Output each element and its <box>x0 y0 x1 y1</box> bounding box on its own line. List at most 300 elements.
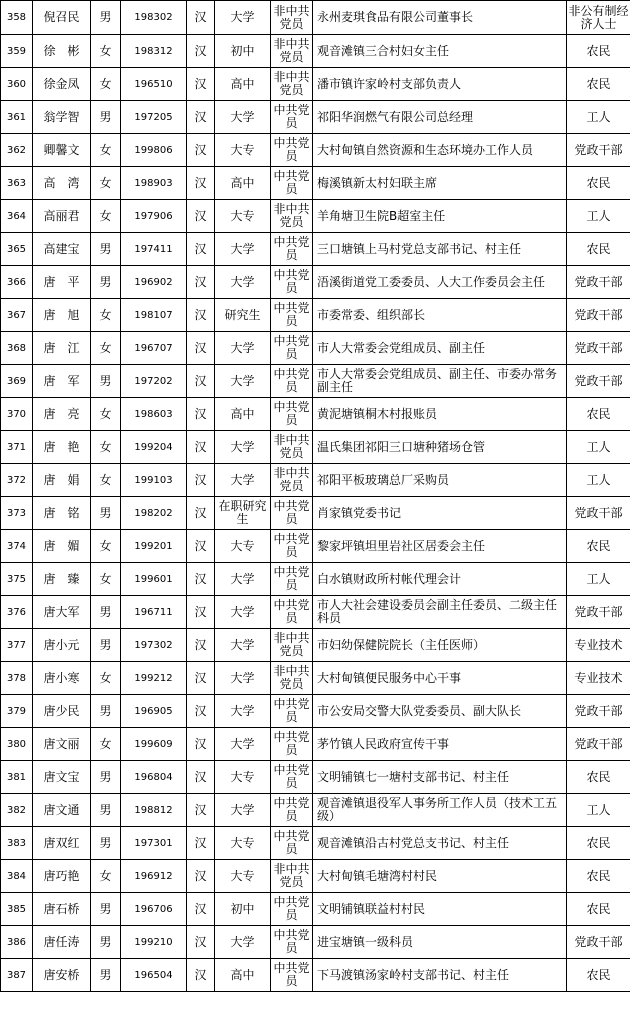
table-row <box>1 101 630 134</box>
gender-cell: 男 <box>91 794 121 827</box>
gender-cell: 男 <box>91 827 121 860</box>
ethnicity-cell: 汉 <box>187 464 215 497</box>
position-cell: 肖家镇党委书记 <box>313 497 567 530</box>
position-cell: 文明铺镇七一塘村支部书记、村主任 <box>313 761 567 794</box>
birth-date-cell: 199103 <box>121 464 187 497</box>
birth-date-cell: 196902 <box>121 266 187 299</box>
table-row <box>1 464 630 497</box>
name-cell: 唐文宝 <box>33 761 91 794</box>
party-affiliation-cell: 中共党员 <box>271 728 313 761</box>
birth-date-cell: 199201 <box>121 530 187 563</box>
ethnicity-cell: 汉 <box>187 926 215 959</box>
name-cell: 倪召民 <box>33 1 91 35</box>
party-affiliation-cell: 中共党员 <box>271 101 313 134</box>
table-row <box>1 596 630 629</box>
row-number: 367 <box>1 299 33 332</box>
name-cell: 卿馨文 <box>33 134 91 167</box>
education-cell: 大学 <box>215 926 271 959</box>
gender-cell: 女 <box>91 398 121 431</box>
name-cell: 唐双红 <box>33 827 91 860</box>
ethnicity-cell: 汉 <box>187 299 215 332</box>
category-cell: 工人 <box>567 563 630 596</box>
party-affiliation-cell: 中共党员 <box>271 497 313 530</box>
row-number: 361 <box>1 101 33 134</box>
table-row <box>1 662 630 695</box>
ethnicity-cell: 汉 <box>187 365 215 398</box>
gender-cell: 女 <box>91 35 121 68</box>
position-cell: 黄泥塘镇桐木村报账员 <box>313 398 567 431</box>
position-cell: 祁阳平板玻璃总厂采购员 <box>313 464 567 497</box>
education-cell: 大学 <box>215 662 271 695</box>
gender-cell: 女 <box>91 662 121 695</box>
party-affiliation-cell: 中共党员 <box>271 332 313 365</box>
position-cell: 市委常委、组织部长 <box>313 299 567 332</box>
birth-date-cell: 197906 <box>121 200 187 233</box>
birth-date-cell: 199806 <box>121 134 187 167</box>
gender-cell: 女 <box>91 332 121 365</box>
position-cell: 浯溪街道党工委委员、人大工作委员会主任 <box>313 266 567 299</box>
education-cell: 大专 <box>215 827 271 860</box>
ethnicity-cell: 汉 <box>187 662 215 695</box>
position-cell: 观音滩镇三合村妇女主任 <box>313 35 567 68</box>
table-row <box>1 827 630 860</box>
category-cell: 农民 <box>567 893 630 926</box>
party-affiliation-cell: 非中共党员 <box>271 1 313 35</box>
position-cell: 下马渡镇汤家岭村支部书记、村主任 <box>313 959 567 992</box>
row-number: 376 <box>1 596 33 629</box>
table-row <box>1 893 630 926</box>
education-cell: 大学 <box>215 431 271 464</box>
ethnicity-cell: 汉 <box>187 35 215 68</box>
ethnicity-cell: 汉 <box>187 860 215 893</box>
education-cell: 大学 <box>215 233 271 266</box>
row-number: 373 <box>1 497 33 530</box>
position-cell: 市公安局交警大队党委委员、副大队长 <box>313 695 567 728</box>
education-cell: 在职研究生 <box>215 497 271 530</box>
category-cell: 党政干部 <box>567 332 630 365</box>
party-affiliation-cell: 中共党员 <box>271 530 313 563</box>
education-cell: 初中 <box>215 35 271 68</box>
category-cell: 工人 <box>567 101 630 134</box>
gender-cell: 男 <box>91 926 121 959</box>
table-row <box>1 530 630 563</box>
name-cell: 唐 军 <box>33 365 91 398</box>
row-number: 379 <box>1 695 33 728</box>
table-row <box>1 134 630 167</box>
table-row <box>1 563 630 596</box>
party-affiliation-cell: 中共党员 <box>271 167 313 200</box>
party-affiliation-cell: 中共党员 <box>271 596 313 629</box>
name-cell: 唐 铭 <box>33 497 91 530</box>
row-number: 374 <box>1 530 33 563</box>
row-number: 371 <box>1 431 33 464</box>
table-row <box>1 68 630 101</box>
birth-date-cell: 196706 <box>121 893 187 926</box>
party-affiliation-cell: 非中共党员 <box>271 464 313 497</box>
category-cell: 农民 <box>567 827 630 860</box>
name-cell: 唐 旭 <box>33 299 91 332</box>
row-number: 364 <box>1 200 33 233</box>
position-cell: 大村甸镇毛塘湾村村民 <box>313 860 567 893</box>
category-cell: 农民 <box>567 761 630 794</box>
ethnicity-cell: 汉 <box>187 629 215 662</box>
gender-cell: 女 <box>91 134 121 167</box>
category-cell: 工人 <box>567 794 630 827</box>
gender-cell: 男 <box>91 629 121 662</box>
education-cell: 大专 <box>215 200 271 233</box>
category-cell: 党政干部 <box>567 728 630 761</box>
gender-cell: 女 <box>91 464 121 497</box>
party-affiliation-cell: 中共党员 <box>271 398 313 431</box>
position-cell: 永州麦琪食品有限公司董事长 <box>313 1 567 35</box>
roster-body <box>1 1 630 992</box>
education-cell: 大专 <box>215 134 271 167</box>
position-cell: 黎家坪镇坦里岩社区居委会主任 <box>313 530 567 563</box>
education-cell: 大学 <box>215 464 271 497</box>
party-affiliation-cell: 中共党员 <box>271 365 313 398</box>
birth-date-cell: 198107 <box>121 299 187 332</box>
ethnicity-cell: 汉 <box>187 101 215 134</box>
row-number: 385 <box>1 893 33 926</box>
birth-date-cell: 197302 <box>121 629 187 662</box>
ethnicity-cell: 汉 <box>187 233 215 266</box>
party-affiliation-cell: 非中共党员 <box>271 35 313 68</box>
gender-cell: 男 <box>91 266 121 299</box>
row-number: 386 <box>1 926 33 959</box>
position-cell: 文明铺镇联益村村民 <box>313 893 567 926</box>
table-row <box>1 299 630 332</box>
party-affiliation-cell: 中共党员 <box>271 134 313 167</box>
category-cell: 党政干部 <box>567 266 630 299</box>
birth-date-cell: 198603 <box>121 398 187 431</box>
table-row <box>1 728 630 761</box>
party-affiliation-cell: 非中共党员 <box>271 68 313 101</box>
ethnicity-cell: 汉 <box>187 959 215 992</box>
name-cell: 唐石桥 <box>33 893 91 926</box>
name-cell: 唐 江 <box>33 332 91 365</box>
birth-date-cell: 198812 <box>121 794 187 827</box>
birth-date-cell: 196804 <box>121 761 187 794</box>
position-cell: 市人大常委会党组成员、副主任、市委办常务副主任 <box>313 365 567 398</box>
table-row <box>1 629 630 662</box>
education-cell: 大专 <box>215 761 271 794</box>
gender-cell: 男 <box>91 761 121 794</box>
row-number: 358 <box>1 1 33 35</box>
birth-date-cell: 197205 <box>121 101 187 134</box>
birth-date-cell: 199609 <box>121 728 187 761</box>
education-cell: 大学 <box>215 728 271 761</box>
category-cell: 党政干部 <box>567 596 630 629</box>
birth-date-cell: 196711 <box>121 596 187 629</box>
gender-cell: 女 <box>91 860 121 893</box>
row-number: 372 <box>1 464 33 497</box>
ethnicity-cell: 汉 <box>187 827 215 860</box>
gender-cell: 女 <box>91 431 121 464</box>
table-row <box>1 431 630 464</box>
category-cell: 农民 <box>567 35 630 68</box>
position-cell: 三口塘镇上马村党总支部书记、村主任 <box>313 233 567 266</box>
category-cell: 工人 <box>567 464 630 497</box>
party-affiliation-cell: 中共党员 <box>271 233 313 266</box>
category-cell: 党政干部 <box>567 299 630 332</box>
gender-cell: 男 <box>91 596 121 629</box>
gender-cell: 女 <box>91 200 121 233</box>
gender-cell: 女 <box>91 167 121 200</box>
category-cell: 农民 <box>567 233 630 266</box>
table-row <box>1 959 630 992</box>
party-affiliation-cell: 非中共党员 <box>271 431 313 464</box>
row-number: 378 <box>1 662 33 695</box>
party-affiliation-cell: 中共党员 <box>271 266 313 299</box>
row-number: 375 <box>1 563 33 596</box>
table-row <box>1 35 630 68</box>
category-cell: 工人 <box>567 200 630 233</box>
ethnicity-cell: 汉 <box>187 596 215 629</box>
party-affiliation-cell: 非中共党员 <box>271 860 313 893</box>
category-cell: 非公有制经济人士 <box>567 1 630 35</box>
row-number: 377 <box>1 629 33 662</box>
position-cell: 市人大常委会党组成员、副主任 <box>313 332 567 365</box>
gender-cell: 女 <box>91 299 121 332</box>
gender-cell: 女 <box>91 563 121 596</box>
table-row <box>1 695 630 728</box>
position-cell: 大村甸镇自然资源和生态环境办工作人员 <box>313 134 567 167</box>
ethnicity-cell: 汉 <box>187 200 215 233</box>
category-cell: 农民 <box>567 68 630 101</box>
ethnicity-cell: 汉 <box>187 332 215 365</box>
education-cell: 初中 <box>215 893 271 926</box>
table-row <box>1 926 630 959</box>
party-affiliation-cell: 非中共党员 <box>271 629 313 662</box>
name-cell: 翁学智 <box>33 101 91 134</box>
category-cell: 农民 <box>567 167 630 200</box>
category-cell: 农民 <box>567 860 630 893</box>
table-row <box>1 794 630 827</box>
gender-cell: 男 <box>91 497 121 530</box>
name-cell: 唐 艳 <box>33 431 91 464</box>
gender-cell: 男 <box>91 893 121 926</box>
name-cell: 唐小元 <box>33 629 91 662</box>
row-number: 381 <box>1 761 33 794</box>
position-cell: 羊角塘卫生院B超室主任 <box>313 200 567 233</box>
party-affiliation-cell: 非中共党员 <box>271 662 313 695</box>
name-cell: 唐安桥 <box>33 959 91 992</box>
ethnicity-cell: 汉 <box>187 563 215 596</box>
education-cell: 大学 <box>215 1 271 35</box>
birth-date-cell: 199601 <box>121 563 187 596</box>
name-cell: 高丽君 <box>33 200 91 233</box>
category-cell: 农民 <box>567 398 630 431</box>
row-number: 362 <box>1 134 33 167</box>
ethnicity-cell: 汉 <box>187 761 215 794</box>
name-cell: 唐巧艳 <box>33 860 91 893</box>
education-cell: 大学 <box>215 332 271 365</box>
birth-date-cell: 199212 <box>121 662 187 695</box>
row-number: 365 <box>1 233 33 266</box>
name-cell: 唐文丽 <box>33 728 91 761</box>
ethnicity-cell: 汉 <box>187 398 215 431</box>
table-row <box>1 398 630 431</box>
ethnicity-cell: 汉 <box>187 728 215 761</box>
education-cell: 高中 <box>215 959 271 992</box>
table-row <box>1 266 630 299</box>
birth-date-cell: 197301 <box>121 827 187 860</box>
ethnicity-cell: 汉 <box>187 266 215 299</box>
party-affiliation-cell: 中共党员 <box>271 959 313 992</box>
category-cell: 党政干部 <box>567 134 630 167</box>
party-affiliation-cell: 中共党员 <box>271 695 313 728</box>
position-cell: 市人大社会建设委员会副主任委员、二级主任科员 <box>313 596 567 629</box>
name-cell: 唐 娟 <box>33 464 91 497</box>
position-cell: 温氏集团祁阳三口塘种猪场仓管 <box>313 431 567 464</box>
category-cell: 农民 <box>567 530 630 563</box>
ethnicity-cell: 汉 <box>187 497 215 530</box>
table-row <box>1 761 630 794</box>
party-affiliation-cell: 中共党员 <box>271 827 313 860</box>
education-cell: 高中 <box>215 68 271 101</box>
birth-date-cell: 198302 <box>121 1 187 35</box>
ethnicity-cell: 汉 <box>187 893 215 926</box>
birth-date-cell: 197202 <box>121 365 187 398</box>
birth-date-cell: 198312 <box>121 35 187 68</box>
party-affiliation-cell: 中共党员 <box>271 299 313 332</box>
position-cell: 进宝塘镇一级科员 <box>313 926 567 959</box>
row-number: 360 <box>1 68 33 101</box>
birth-date-cell: 198202 <box>121 497 187 530</box>
category-cell: 党政干部 <box>567 926 630 959</box>
birth-date-cell: 199204 <box>121 431 187 464</box>
row-number: 387 <box>1 959 33 992</box>
name-cell: 高 湾 <box>33 167 91 200</box>
education-cell: 大学 <box>215 794 271 827</box>
row-number: 370 <box>1 398 33 431</box>
ethnicity-cell: 汉 <box>187 134 215 167</box>
name-cell: 徐 彬 <box>33 35 91 68</box>
table-row <box>1 860 630 893</box>
category-cell: 专业技术 <box>567 629 630 662</box>
education-cell: 大学 <box>215 266 271 299</box>
gender-cell: 男 <box>91 1 121 35</box>
position-cell: 大村甸镇便民服务中心干事 <box>313 662 567 695</box>
name-cell: 唐大军 <box>33 596 91 629</box>
name-cell: 唐文通 <box>33 794 91 827</box>
row-number: 363 <box>1 167 33 200</box>
birth-date-cell: 198903 <box>121 167 187 200</box>
education-cell: 大学 <box>215 695 271 728</box>
name-cell: 唐任涛 <box>33 926 91 959</box>
gender-cell: 男 <box>91 959 121 992</box>
position-cell: 观音滩镇退役军人事务所工作人员（技术工五级） <box>313 794 567 827</box>
table-row <box>1 365 630 398</box>
gender-cell: 男 <box>91 101 121 134</box>
education-cell: 大学 <box>215 596 271 629</box>
row-number: 384 <box>1 860 33 893</box>
category-cell: 农民 <box>567 959 630 992</box>
category-cell: 党政干部 <box>567 365 630 398</box>
table-row <box>1 497 630 530</box>
table-row <box>1 167 630 200</box>
education-cell: 大专 <box>215 530 271 563</box>
position-cell: 梅溪镇新太村妇联主席 <box>313 167 567 200</box>
position-cell: 茅竹镇人民政府宣传干事 <box>313 728 567 761</box>
gender-cell: 男 <box>91 233 121 266</box>
category-cell: 党政干部 <box>567 695 630 728</box>
education-cell: 研究生 <box>215 299 271 332</box>
ethnicity-cell: 汉 <box>187 530 215 563</box>
birth-date-cell: 196905 <box>121 695 187 728</box>
name-cell: 唐 平 <box>33 266 91 299</box>
education-cell: 高中 <box>215 167 271 200</box>
education-cell: 大学 <box>215 629 271 662</box>
birth-date-cell: 196504 <box>121 959 187 992</box>
name-cell: 唐 亮 <box>33 398 91 431</box>
name-cell: 高建宝 <box>33 233 91 266</box>
name-cell: 唐少民 <box>33 695 91 728</box>
position-cell: 市妇幼保健院院长（主任医师） <box>313 629 567 662</box>
education-cell: 大专 <box>215 860 271 893</box>
party-affiliation-cell: 中共党员 <box>271 563 313 596</box>
position-cell: 观音滩镇沿古村党总支书记、村主任 <box>313 827 567 860</box>
education-cell: 大学 <box>215 101 271 134</box>
position-cell: 祁阳华润燃气有限公司总经理 <box>313 101 567 134</box>
row-number: 359 <box>1 35 33 68</box>
name-cell: 唐小寒 <box>33 662 91 695</box>
row-number: 366 <box>1 266 33 299</box>
ethnicity-cell: 汉 <box>187 431 215 464</box>
birth-date-cell: 197411 <box>121 233 187 266</box>
ethnicity-cell: 汉 <box>187 68 215 101</box>
row-number: 383 <box>1 827 33 860</box>
gender-cell: 女 <box>91 530 121 563</box>
party-affiliation-cell: 中共党员 <box>271 761 313 794</box>
row-number: 380 <box>1 728 33 761</box>
gender-cell: 男 <box>91 365 121 398</box>
ethnicity-cell: 汉 <box>187 1 215 35</box>
row-number: 382 <box>1 794 33 827</box>
name-cell: 徐金凤 <box>33 68 91 101</box>
table-row <box>1 332 630 365</box>
row-number: 369 <box>1 365 33 398</box>
birth-date-cell: 196912 <box>121 860 187 893</box>
row-number: 368 <box>1 332 33 365</box>
category-cell: 工人 <box>567 431 630 464</box>
gender-cell: 男 <box>91 695 121 728</box>
education-cell: 大学 <box>215 563 271 596</box>
party-affiliation-cell: 中共党员 <box>271 893 313 926</box>
party-affiliation-cell: 中共党员 <box>271 926 313 959</box>
gender-cell: 女 <box>91 68 121 101</box>
table-row <box>1 200 630 233</box>
category-cell: 专业技术 <box>567 662 630 695</box>
category-cell: 党政干部 <box>567 497 630 530</box>
birth-date-cell: 196510 <box>121 68 187 101</box>
table-row <box>1 233 630 266</box>
name-cell: 唐 媚 <box>33 530 91 563</box>
birth-date-cell: 196707 <box>121 332 187 365</box>
ethnicity-cell: 汉 <box>187 794 215 827</box>
education-cell: 大学 <box>215 365 271 398</box>
gender-cell: 女 <box>91 728 121 761</box>
position-cell: 潘市镇许家岭村支部负责人 <box>313 68 567 101</box>
position-cell: 白水镇财政所村帐代理会计 <box>313 563 567 596</box>
birth-date-cell: 199210 <box>121 926 187 959</box>
name-cell: 唐 臻 <box>33 563 91 596</box>
party-affiliation-cell: 非中共党员 <box>271 200 313 233</box>
table-row <box>1 1 630 35</box>
ethnicity-cell: 汉 <box>187 167 215 200</box>
party-affiliation-cell: 中共党员 <box>271 794 313 827</box>
education-cell: 高中 <box>215 398 271 431</box>
